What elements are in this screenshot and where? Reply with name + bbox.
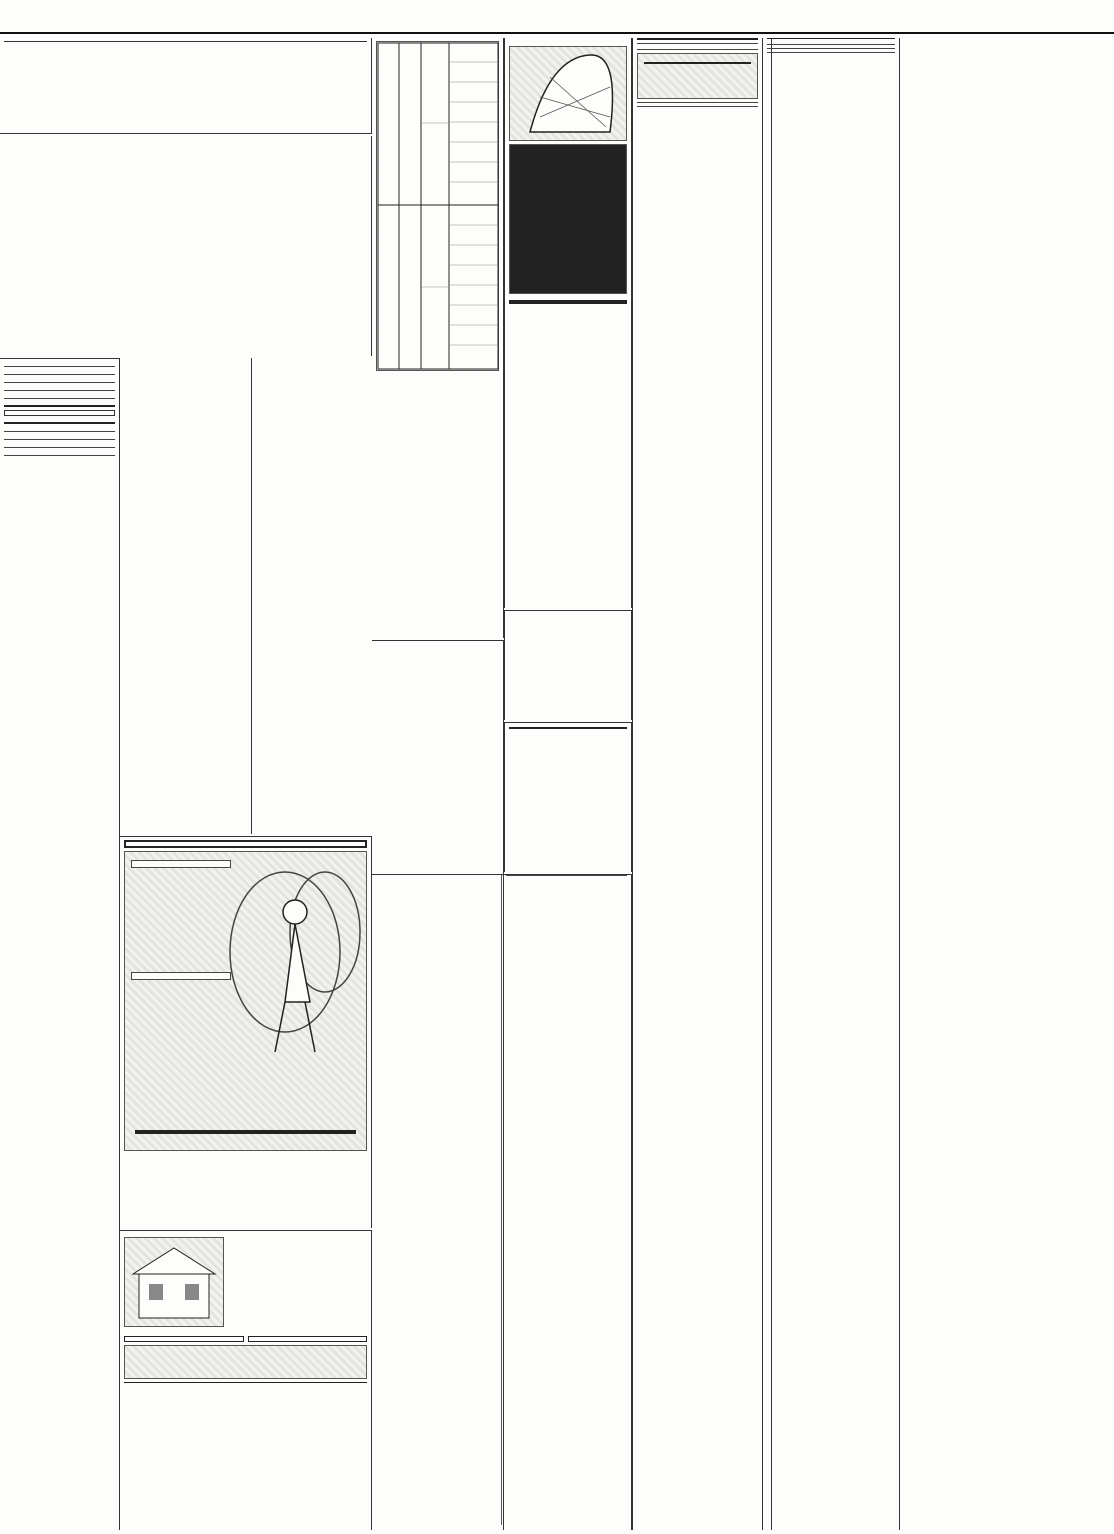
- peach-curtains-ad: [120, 1230, 372, 1530]
- wolfes-schnapps-ad: [504, 38, 632, 608]
- looms-title: [228, 1234, 367, 1330]
- pedigree-grid-icon: [377, 42, 499, 370]
- peach-footer: [124, 1382, 367, 1385]
- acres-286-ad: [504, 722, 632, 872]
- saltaire-materials: [4, 410, 115, 416]
- after-others-title: [637, 43, 758, 46]
- sale-item-60: [4, 359, 115, 367]
- sale-item-164: [4, 367, 115, 375]
- farm-listing-1: [4, 424, 115, 432]
- tide-column: [763, 38, 900, 1530]
- european-agency-ad: [120, 358, 252, 834]
- land-sale-column: [0, 358, 120, 1530]
- sir-frisco-ad: [372, 38, 504, 638]
- sale-item-603: [4, 391, 115, 399]
- pictures-ad: [0, 136, 372, 356]
- land-brand-levin: [509, 300, 627, 304]
- edmonds-tin-brand: [644, 62, 751, 64]
- edmonds-fairy-ad: [120, 836, 372, 1228]
- edmonds-tin-illustration: [637, 53, 758, 99]
- doans-sign-post: [372, 874, 632, 1530]
- bolstad-desc: [4, 402, 115, 407]
- tide-title: [767, 38, 895, 39]
- looms-illustration: [124, 1237, 224, 1327]
- farm-listing-3: [4, 440, 115, 448]
- fairy-figure-icon: [125, 852, 369, 1152]
- sale-item-278: [4, 375, 115, 383]
- pedigree-chart: [376, 41, 499, 371]
- prove-title: [637, 38, 758, 40]
- fairy-title: [124, 840, 367, 848]
- col4: [632, 38, 763, 1530]
- cheap-residence-ad: [0, 38, 372, 134]
- parcel-details-illustration: [124, 1345, 367, 1379]
- masthead: [0, 0, 1114, 34]
- nightcap-icon: [510, 47, 628, 140]
- house-icon: [125, 1238, 223, 1326]
- acres-100-ad: [504, 610, 632, 720]
- record-curtain-parcel: [248, 1336, 368, 1342]
- aw-firm-levin: [509, 727, 627, 729]
- table-linen-parcel: [124, 1336, 244, 1342]
- edmonds-baking-powder-brand: [135, 1130, 356, 1134]
- nightcap-illustration: [509, 46, 627, 141]
- fairy-illustration: [124, 851, 367, 1151]
- farm-listing-4: [4, 448, 115, 456]
- farm-listing-2: [4, 432, 115, 440]
- sale-item-101: [4, 383, 115, 391]
- fairy-text-2: [131, 972, 231, 980]
- fairy-text-1: [131, 860, 231, 868]
- notice-title: [506, 875, 628, 878]
- schnapps-bottle: [509, 144, 627, 294]
- parker-vincent-agents: [4, 41, 367, 44]
